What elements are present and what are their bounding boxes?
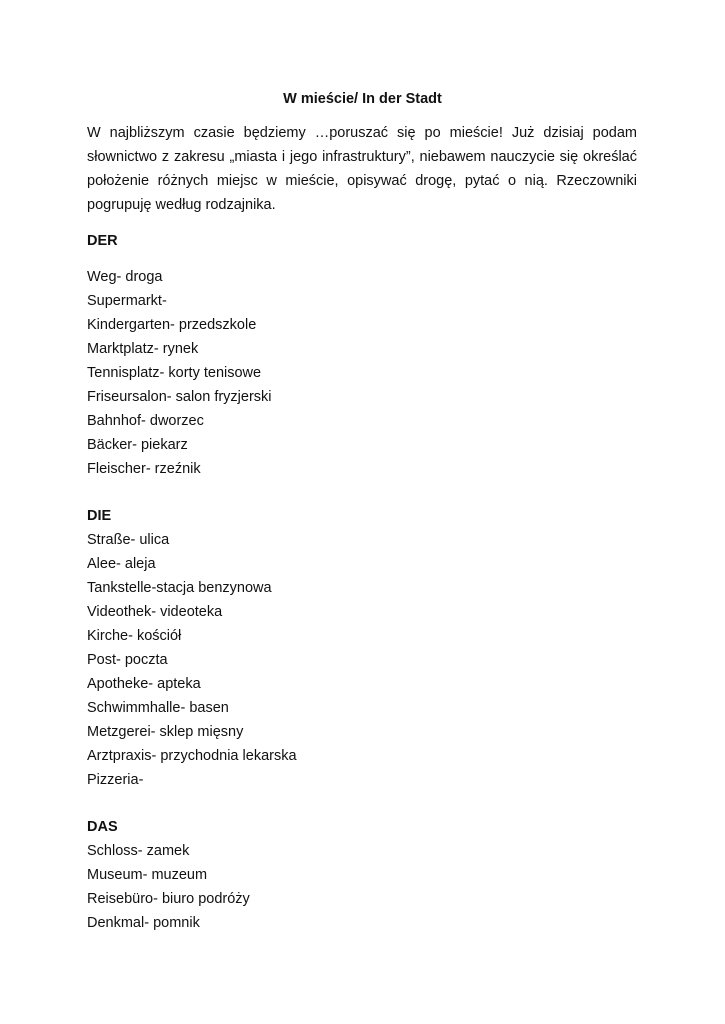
vocab-item: Apotheke- apteka: [87, 676, 201, 692]
intro-paragraph: W najbliższym czasie będziemy …poruszać się po mieście! Już dzisiaj podam słownictwo z zakresu „miasta i jego infrastruktury”, niebawem nauczycie się określać położenie różnych miejsc w mieście, opisywać drogę, pytać o nią. Rzeczowniki pogrupuję według rodzajnika.: [87, 125, 637, 213]
vocab-item: Fleischer- rzeźnik: [87, 461, 201, 477]
vocab-item: Tennisplatz- korty tenisowe: [87, 365, 262, 381]
vocab-item: Bahnhof- dworzec: [87, 413, 204, 429]
vocab-list-der: [87, 265, 272, 481]
vocab-list-das: [87, 839, 250, 935]
vocab-item: Bäcker- piekarz: [87, 437, 188, 453]
vocab-item: Marktplatz- rynek: [87, 341, 199, 357]
vocab-list-die: [87, 528, 297, 792]
vocab-item: Straße- ulica: [87, 532, 170, 548]
vocab-item: Metzgerei- sklep mięsny: [87, 724, 244, 740]
section-heading-die: DIE: [87, 508, 112, 524]
vocab-item: Kirche- kościół: [87, 628, 182, 644]
vocab-item: Supermarkt-: [87, 293, 167, 309]
document-title: W mieście/ In der Stadt: [283, 91, 442, 107]
vocab-item: Reisebüro- biuro podróży: [87, 891, 250, 907]
vocab-item: Schloss- zamek: [87, 843, 190, 859]
vocab-item: Videothek- videoteka: [87, 604, 223, 620]
vocab-item: Tankstelle-stacja benzynowa: [87, 580, 272, 596]
vocab-item: Pizzeria-: [87, 772, 144, 788]
vocab-item: Arztpraxis- przychodnia lekarska: [87, 748, 297, 764]
section-heading-das: DAS: [87, 819, 118, 835]
vocab-item: Friseursalon- salon fryzjerski: [87, 389, 272, 405]
vocab-item: Denkmal- pomnik: [87, 915, 200, 931]
vocab-item: Post- poczta: [87, 652, 168, 668]
section-heading-der: DER: [87, 233, 118, 249]
vocab-item: Schwimmhalle- basen: [87, 700, 229, 716]
vocab-item: Kindergarten- przedszkole: [87, 317, 257, 333]
vocab-item: Weg- droga: [87, 269, 163, 285]
vocab-item: Museum- muzeum: [87, 867, 208, 883]
vocab-item: Alee- aleja: [87, 556, 156, 572]
